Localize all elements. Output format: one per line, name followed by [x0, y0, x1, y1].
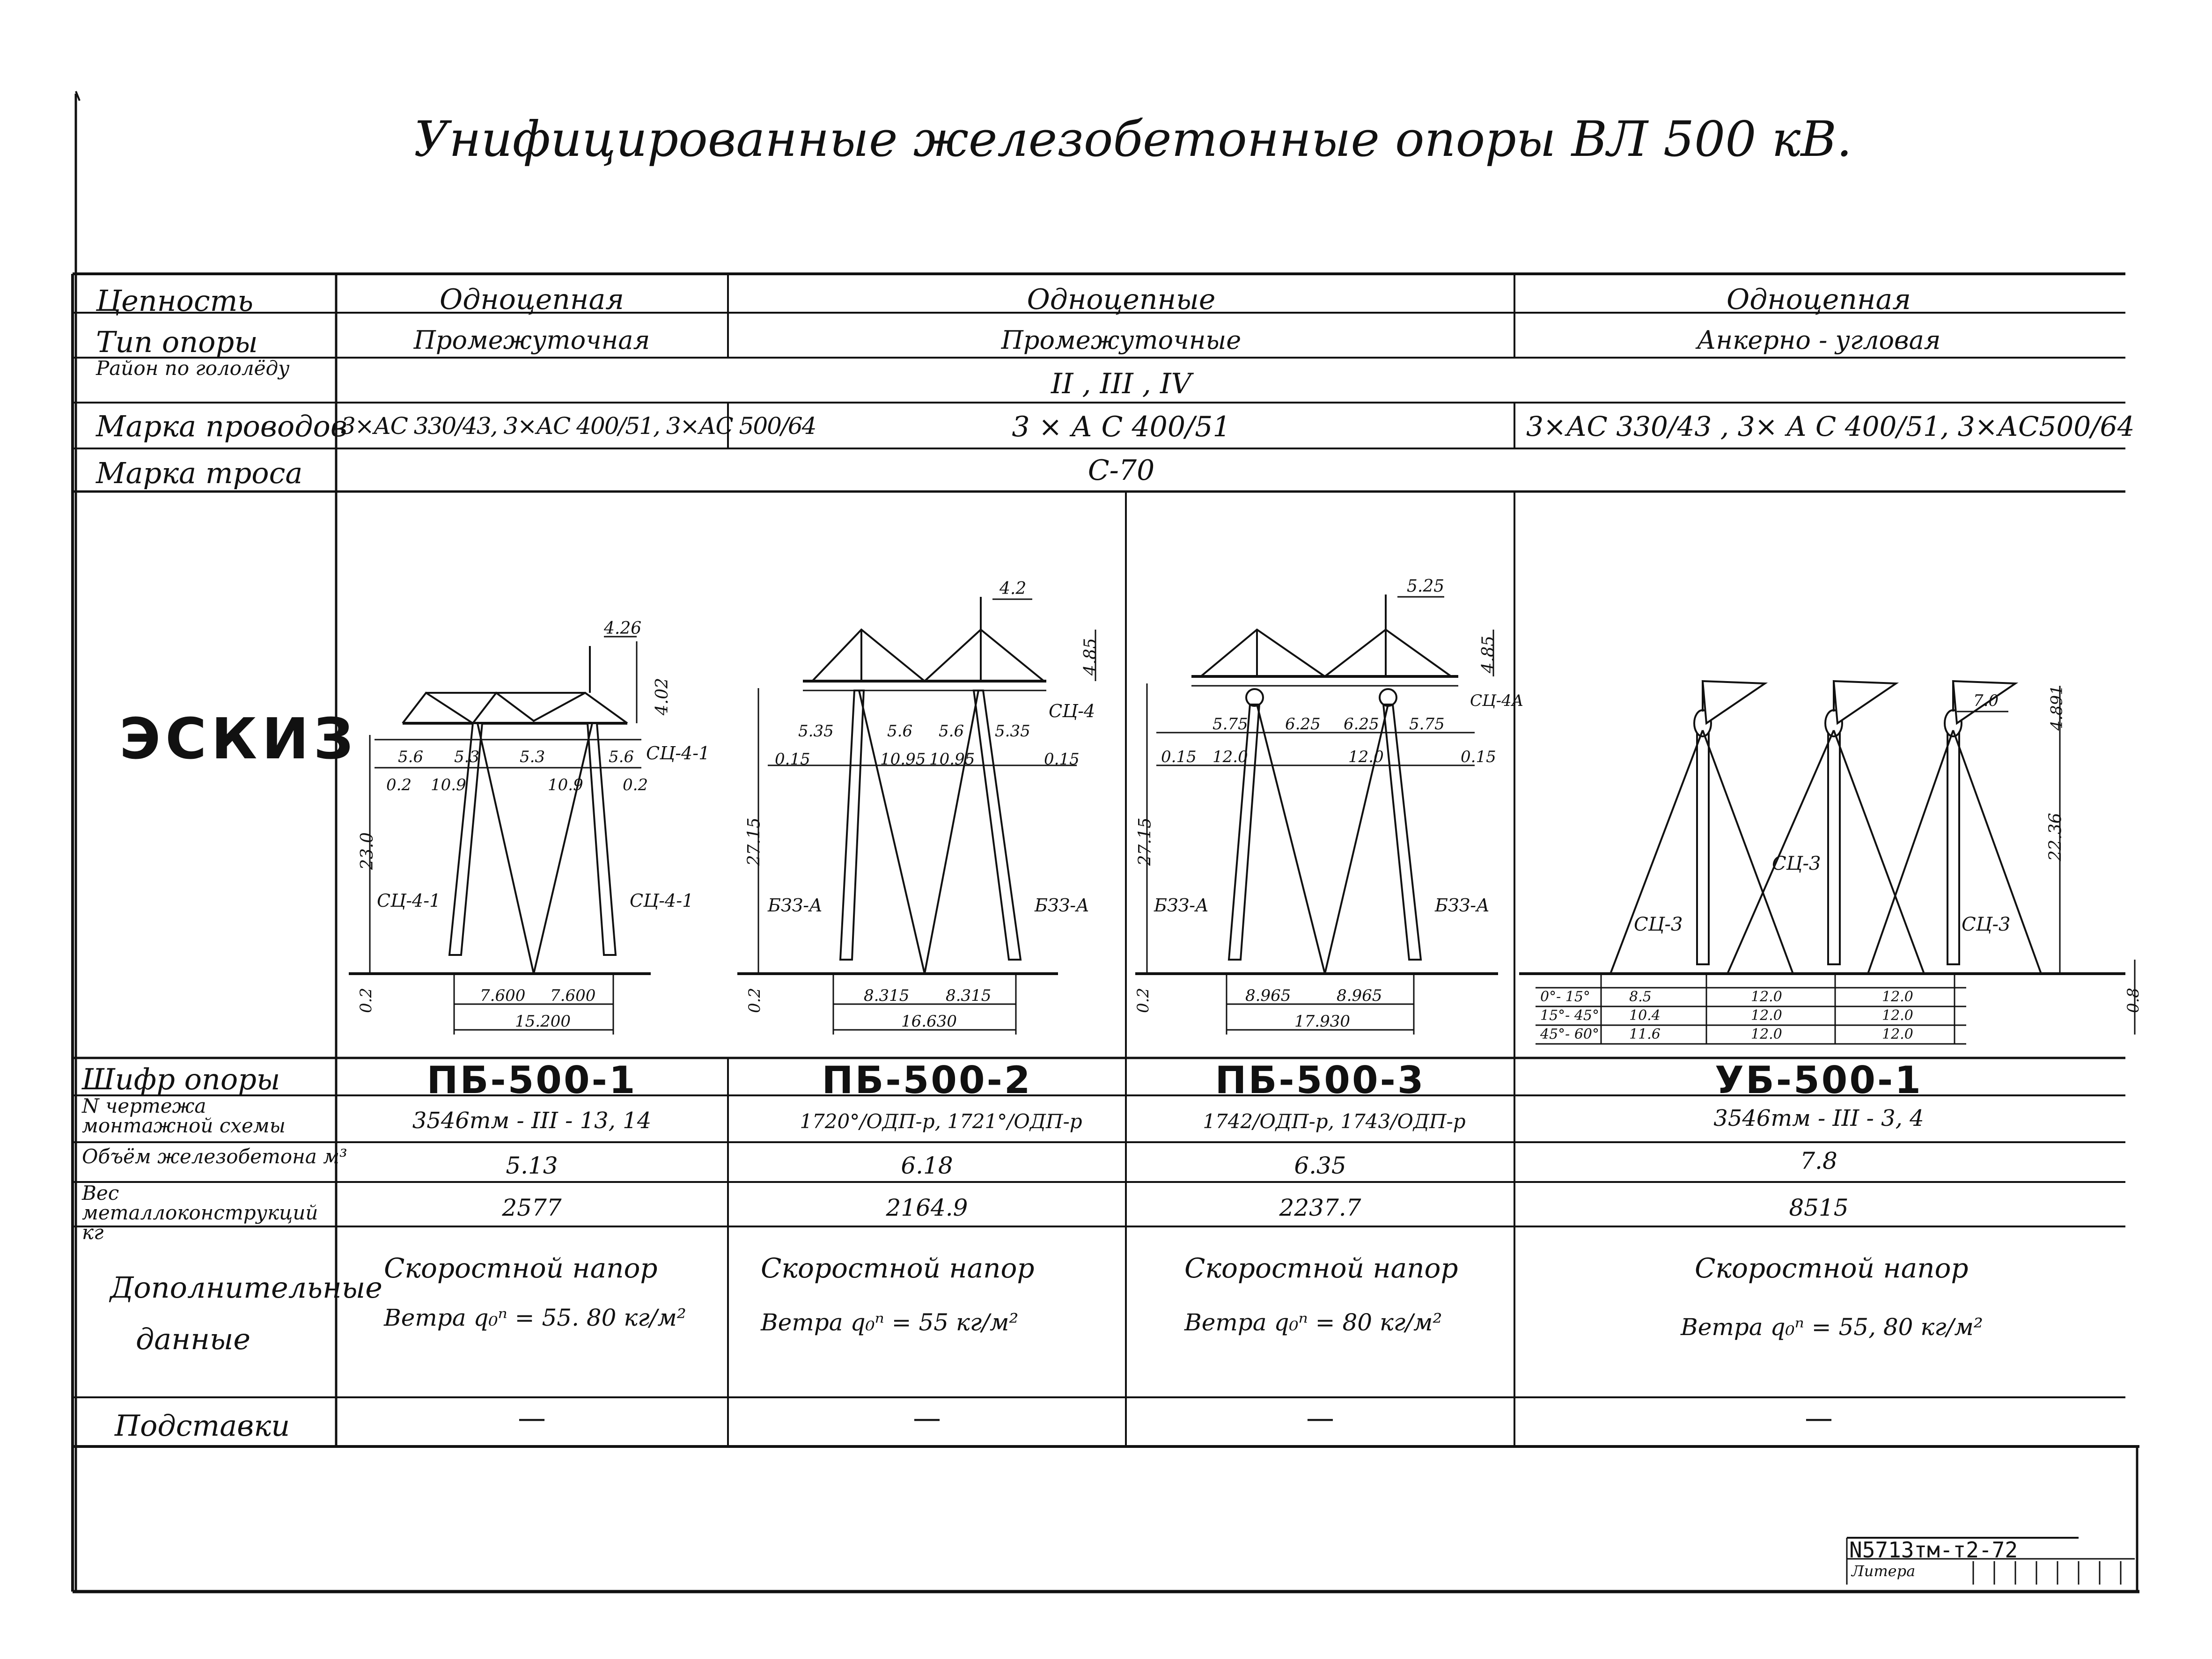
s2-height: 27.15 [744, 817, 764, 866]
s4-angle-c-3: 12.0 [1882, 1026, 1913, 1042]
row-label-code: Шифр опоры [82, 1062, 280, 1096]
s3-base-1: 8.965 [1245, 986, 1291, 1005]
extra-col1-line1: Скоростной напор [384, 1252, 658, 1284]
drawing-col3: 1742/ОДП-р, 1743/ОДП-р [1203, 1110, 1466, 1133]
s4-height: 22.36 [2046, 813, 2065, 861]
extra-col1-line2: Ветра q₀ⁿ = 55. 80 кг/м² [384, 1304, 686, 1331]
volume-col4: 7.8 [1800, 1147, 1837, 1175]
row-label-ice: Район по гололёду [96, 357, 290, 380]
chain-col1: Одноцепная [440, 283, 624, 316]
s2-arm-1: 5.35 [798, 722, 834, 741]
drawing-col4: 3546тм - III - 3, 4 [1713, 1105, 1924, 1131]
s4-dim-side: 4.891 [2047, 685, 2066, 731]
volume-col3: 6.35 [1294, 1152, 1346, 1179]
code-col2: ПБ-500-2 [822, 1058, 1032, 1102]
stands-col4: — [1805, 1402, 1833, 1435]
extra-col2-line1: Скоростной напор [761, 1252, 1035, 1284]
stamp-number: N5713тм-т2-72 [1849, 1537, 2018, 1563]
sketch-pb-500-2 [737, 597, 1095, 1035]
s2-mid-4: 0.15 [1044, 750, 1080, 769]
row-label-extra-1: Дополнительные [110, 1270, 382, 1305]
s1-mid-4: 0.2 [623, 776, 648, 794]
wire-col1: 3×АС 330/43, 3×АС 400/51, 3×АС 500/64 [341, 412, 816, 440]
s4-angle-b-3: 12.0 [1751, 1026, 1782, 1042]
code-col3: ПБ-500-3 [1215, 1058, 1426, 1102]
s4-angle-c-2: 12.0 [1882, 1007, 1913, 1024]
s3-height: 27.15 [1135, 817, 1155, 866]
s4-angle-b-2: 12.0 [1751, 1007, 1782, 1024]
s4-angle-b-1: 12.0 [1751, 989, 1782, 1005]
s4-dim-flag: 7.0 [1973, 691, 1999, 710]
s4-angle-range-3: 45°- 60° [1540, 1026, 1600, 1042]
wire-col2: 3 × А С 400/51 [1012, 411, 1231, 443]
weight-col4: 8515 [1789, 1194, 1849, 1221]
weight-col2: 2164.9 [886, 1194, 968, 1221]
s2-arm-4: 5.35 [995, 722, 1030, 741]
sheet-title: Унифицированные железобетонные опоры ВЛ 500 кВ. [413, 110, 1852, 168]
stamp-litera: Литера [1852, 1562, 1916, 1580]
s3-dim-top: 5.25 [1407, 577, 1445, 596]
s4-leg-2: СЦ-3 [1772, 853, 1821, 874]
extra-col3-line2: Ветра q₀ⁿ = 80 кг/м² [1184, 1309, 1442, 1336]
s1-dim-top: 4.26 [604, 619, 642, 638]
stands-col2: — [913, 1402, 941, 1435]
s4-angle-a-2: 10.4 [1629, 1007, 1661, 1024]
s2-dim-side: 4.85 [1081, 638, 1101, 676]
wire-col3: 3×АС 330/43 , 3× А С 400/51, 3×АС500/64 [1526, 411, 2135, 442]
sketch-pb-500-3 [1135, 595, 1498, 1035]
chain-col2: Одноцепные [1027, 283, 1216, 316]
s2-dim-top: 4.2 [999, 579, 1027, 598]
s2-arm-2: 5.6 [887, 722, 913, 741]
extra-col4-line1: Скоростной напор [1695, 1252, 1969, 1284]
s1-ground: 0.2 [357, 987, 376, 1013]
extra-col2-line2: Ветра q₀ⁿ = 55 кг/м² [761, 1309, 1019, 1336]
volume-col1: 5.13 [506, 1152, 558, 1179]
s3-arm-2: 6.25 [1285, 715, 1321, 734]
s3-arm-1: 5.75 [1213, 715, 1248, 734]
weight-col3: 2237.7 [1279, 1194, 1361, 1221]
s3-mid-3: 12.0 [1348, 748, 1384, 766]
cable-value: С-70 [1088, 454, 1155, 487]
row-label-wire: Марка проводов [96, 409, 347, 443]
s2-leg-left: БЗЗ-А [768, 895, 823, 916]
s3-mid-2: 12.0 [1213, 748, 1248, 766]
s3-arm-4: 5.75 [1409, 715, 1445, 734]
row-label-volume: Объём железобетона м³ [82, 1145, 347, 1168]
extra-col3-line1: Скоростной напор [1184, 1252, 1458, 1284]
s3-ground: 0.2 [1134, 987, 1153, 1013]
row-label-extra-2: данные [136, 1322, 251, 1356]
s2-mid-1: 0.15 [775, 750, 810, 769]
row-label-type: Тип опоры [96, 325, 258, 359]
chain-col3: Одноцепная [1727, 283, 1911, 316]
row-label-stands: Подставки [115, 1409, 290, 1443]
s3-leg-left: БЗЗ-А [1154, 895, 1209, 916]
s4-leg-3: СЦ-3 [1962, 914, 2011, 935]
s1-leg-left: СЦ-4-1 [377, 890, 441, 911]
stands-col1: — [518, 1402, 546, 1435]
ice-value: II , III , IV [1051, 367, 1191, 400]
row-label-cable: Марка троса [96, 456, 303, 490]
s4-angle-range-2: 15°- 45° [1540, 1007, 1600, 1024]
s4-angle-a-3: 11.6 [1629, 1026, 1661, 1042]
s1-clamp: СЦ-4-1 [646, 743, 710, 763]
s1-base-2: 7.600 [550, 986, 596, 1005]
s1-height: 23.0 [358, 832, 377, 870]
s3-clamp: СЦ-4А [1470, 691, 1524, 710]
s2-base-2: 8.315 [946, 986, 992, 1005]
row-label-drawing: N чертежа монтажной схемы [82, 1094, 286, 1137]
s1-leg-right: СЦ-4-1 [630, 890, 694, 911]
s2-mid-2: 10.95 [880, 750, 926, 769]
row-label-weight: Вес металлоконструкций кг [82, 1182, 318, 1244]
sketch-ub-500-1 [1519, 681, 2135, 1044]
s3-mid-1: 0.15 [1161, 748, 1197, 766]
volume-col2: 6.18 [901, 1152, 953, 1179]
s1-arm-3: 5.3 [520, 748, 545, 766]
s2-clamp: СЦ-4 [1049, 701, 1095, 721]
s3-base-total: 17.930 [1294, 1012, 1350, 1031]
code-col4: УБ-500-1 [1715, 1058, 1923, 1102]
s1-mid-3: 10.9 [548, 776, 583, 794]
s3-base-2: 8.965 [1337, 986, 1382, 1005]
code-col1: ПБ-500-1 [426, 1058, 637, 1102]
s2-leg-right: БЗЗ-А [1035, 895, 1089, 916]
type-col3: Анкерно - угловая [1697, 325, 1941, 355]
s3-dim-side: 4.85 [1479, 635, 1499, 674]
s1-arm-1: 5.6 [398, 748, 424, 766]
s1-mid-1: 0.2 [386, 776, 412, 794]
row-label-chain: Цепность [96, 284, 254, 318]
drawing-col1: 3546тм - III - 13, 14 [412, 1108, 652, 1134]
s2-arm-3: 5.6 [939, 722, 964, 741]
s2-base-total: 16.630 [901, 1012, 957, 1031]
s3-mid-4: 0.15 [1461, 748, 1496, 766]
s1-mid-2: 10.9 [431, 776, 466, 794]
s4-leg-1: СЦ-3 [1634, 914, 1683, 935]
s1-base-total: 15.200 [515, 1012, 571, 1031]
weight-col1: 2577 [502, 1194, 562, 1221]
s2-mid-3: 10.95 [929, 750, 975, 769]
type-col1: Промежуточная [413, 325, 650, 355]
s2-base-1: 8.315 [864, 986, 910, 1005]
s4-ground: 0.8 [2124, 987, 2143, 1013]
s1-base-1: 7.600 [480, 986, 526, 1005]
s1-arm-4: 5.6 [609, 748, 634, 766]
stands-col3: — [1306, 1402, 1334, 1435]
type-col2: Промежуточные [1001, 325, 1242, 355]
s1-arm-2: 5.3 [454, 748, 480, 766]
sketch-pb-500-1 [349, 637, 651, 1035]
s3-arm-3: 6.25 [1344, 715, 1379, 734]
s3-leg-right: БЗЗ-А [1435, 895, 1490, 916]
s4-angle-c-1: 12.0 [1882, 989, 1913, 1005]
drawing-col2: 1720°/ОДП-р, 1721°/ОДП-р [800, 1110, 1082, 1133]
row-label-sketch: ЭСКИЗ [119, 707, 358, 772]
s1-dim-side: 4.02 [653, 677, 672, 716]
s2-ground: 0.2 [745, 987, 764, 1013]
s4-angle-a-1: 8.5 [1629, 989, 1652, 1005]
s4-angle-range-1: 0°- 15° [1540, 989, 1590, 1005]
extra-col4-line2: Ветра q₀ⁿ = 55, 80 кг/м² [1681, 1314, 1983, 1341]
